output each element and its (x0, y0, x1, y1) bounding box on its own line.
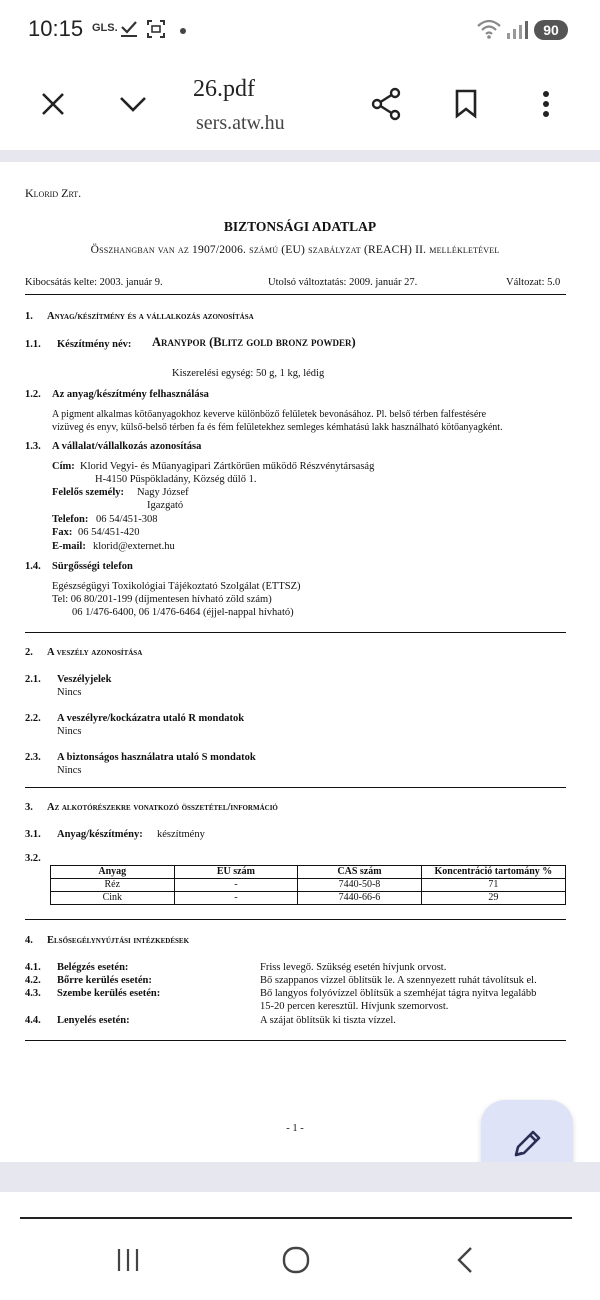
company-name: Klorid Zrt. (25, 186, 82, 200)
emergency-text: Tel: 06 80/201-199 (díjmentesen hívható zöld szám) (52, 594, 272, 605)
carrier-label: GLS. (92, 22, 118, 34)
item-number: 2.1. (25, 674, 41, 685)
item-value: készítmény (157, 829, 205, 840)
file-domain: sers.atw.hu (196, 112, 285, 134)
item-value: Nincs (57, 726, 82, 737)
table-cell: 7440-66-6 (298, 892, 422, 905)
status-time: 10:15 (28, 16, 84, 41)
recent-apps-icon[interactable] (106, 1238, 150, 1282)
pencil-icon (510, 1127, 544, 1166)
page-separator (0, 1162, 600, 1192)
responsible-role: Igazgató (147, 500, 184, 511)
address-line: H-4150 Püspökladány, Község dűlő 1. (95, 474, 257, 485)
table-row (51, 879, 566, 892)
back-icon[interactable] (443, 1238, 487, 1282)
bookmark-icon[interactable] (444, 82, 488, 126)
chevron-down-icon[interactable] (111, 82, 155, 126)
section-title: Az alkotórészekre vonatkozó összetétel/információ (47, 802, 278, 813)
table-cell: Réz (51, 879, 175, 892)
table-header-row (51, 866, 566, 879)
usage-text: A pigment alkalmas kötőanyagokhoz keverve különböző felületek bevonásához. Pl. belső térben falfestésére (52, 409, 487, 420)
page-number: - 1 - (286, 1123, 304, 1134)
wifi-icon (476, 18, 502, 45)
item-number: 1.4. (25, 561, 41, 572)
item-number: 4.4. (25, 1015, 41, 1026)
table-header-cell: CAS szám (298, 866, 422, 879)
home-icon[interactable] (274, 1238, 318, 1282)
product-name: Aranypor (Blitz gold bronz powder) (152, 335, 356, 349)
item-title: A vállalat/vállalkozás azonosítása (52, 441, 202, 452)
divider (25, 1040, 566, 1041)
page-separator (0, 150, 600, 162)
section-title: Elsősegélynyújtási intézkedések (47, 935, 190, 946)
document-title: BIZTONSÁGI ADATLAP (223, 219, 377, 234)
item-text: 15-20 percen keresztül. Hívjunk szemorvost. (260, 1001, 449, 1012)
item-label: Lenyelés esetén: (57, 1015, 130, 1026)
responsible-label: Felelős személy: (52, 487, 125, 498)
table-cell: 71 (421, 879, 565, 892)
emergency-text: 06 1/476-6400, 06 1/476-6464 (éjjel-nappal hívható) (72, 607, 294, 618)
item-number: 3.1. (25, 829, 41, 840)
item-number: 1.3. (25, 441, 41, 452)
item-label: Szembe kerülés esetén: (57, 988, 161, 999)
phone-value: 06 54/451-308 (96, 514, 158, 525)
item-text: Bő szappanos vízzel öblítsük le. A szennyezett ruhát távolítsuk el. (260, 975, 537, 986)
product-name-label: Készítmény név: (57, 339, 132, 350)
item-number: 4.3. (25, 988, 41, 999)
item-number: 4.1. (25, 962, 41, 973)
table-header-cell: Koncentráció tartomány % (421, 866, 565, 879)
next-page-preview (0, 1192, 600, 1220)
item-value: Nincs (57, 765, 82, 776)
section-title: A veszély azonosítása (47, 647, 143, 658)
issue-date: Kibocsátás kelte: 2003. január 9. (25, 277, 163, 288)
battery-indicator: 90 (534, 20, 568, 40)
signal-icon (506, 20, 528, 45)
item-label: Belégzés esetén: (57, 962, 129, 973)
table-header-cell: EU szám (174, 866, 298, 879)
responsible-name: Nagy József (137, 487, 189, 498)
section-number: 4. (25, 935, 33, 946)
item-label: Anyag/készítmény: (57, 829, 143, 840)
usage-text: vízüveg és enyv, külső-belső térben fa és fém felületekhez semleges kémhatású lakk használható kötőanyagként. (52, 422, 503, 433)
item-number: 4.2. (25, 975, 41, 986)
divider (25, 787, 566, 788)
email-value: klorid@externet.hu (93, 541, 175, 552)
packaging-unit: Kiszerelési egység: 50 g, 1 kg, lédig (172, 368, 325, 379)
phone-label: Telefon: (52, 514, 89, 525)
version: Változat: 5.0 (506, 277, 561, 288)
table-row (51, 892, 566, 905)
table-cell: 29 (421, 892, 565, 905)
item-number: 3.2. (25, 853, 41, 864)
divider (25, 632, 566, 633)
email-label: E-mail: (52, 541, 86, 552)
more-options-icon[interactable] (524, 82, 568, 126)
fax-value: 06 54/451-420 (78, 527, 140, 538)
table-cell: - (174, 892, 298, 905)
divider (20, 1217, 572, 1219)
table-cell: - (174, 879, 298, 892)
item-value: Nincs (57, 687, 82, 698)
screenshot-icon (146, 19, 166, 44)
section-number: 1. (25, 311, 33, 322)
section-number: 3. (25, 802, 33, 813)
address-label: Cím: (52, 461, 75, 472)
address-line: Klorid Vegyi- és Műanyagipari Zártkörűen működő Részvénytársaság (80, 461, 375, 472)
check-icon (120, 18, 138, 43)
item-number: 2.2. (25, 713, 41, 724)
share-icon[interactable] (364, 82, 408, 126)
file-name: 26.pdf (193, 76, 255, 102)
item-text: A szájat öblítsük ki tiszta vízzel. (260, 1015, 396, 1026)
document-subtitle: Összhangban van az 1907/2006. számú (EU) szabályzat (REACH) II. mellékletével (90, 244, 500, 256)
item-title: Sürgősségi telefon (52, 561, 133, 572)
section-number: 2. (25, 647, 33, 658)
item-text: Friss levegő. Szükség esetén hívjunk orvost. (260, 962, 447, 973)
notification-dot-icon (180, 28, 186, 34)
section-title: Anyag/készítmény és a vállalkozás azonosítása (47, 311, 254, 322)
item-number: 1.2. (25, 389, 41, 400)
table-cell: 7440-50-8 (298, 879, 422, 892)
item-number: 2.3. (25, 752, 41, 763)
close-icon[interactable] (31, 82, 75, 126)
table-header-cell: Anyag (51, 866, 175, 879)
item-title: A veszélyre/kockázatra utaló R mondatok (57, 713, 245, 724)
table-cell: Cink (51, 892, 175, 905)
last-change-date: Utolsó változtatás: 2009. január 27. (268, 277, 418, 288)
fax-label: Fax: (52, 527, 73, 538)
item-title: Az anyag/készítmény felhasználása (52, 389, 209, 400)
status-bar (0, 0, 600, 60)
composition-table (50, 865, 566, 905)
item-title: A biztonságos használatra utaló S mondatok (57, 752, 256, 763)
emergency-text: Egészségügyi Toxikológiai Tájékoztató Szolgálat (ETTSZ) (52, 581, 301, 592)
item-number: 1.1. (25, 339, 41, 350)
item-title: Veszélyjelek (57, 674, 112, 685)
pdf-toolbar (0, 60, 600, 150)
divider (25, 919, 566, 920)
divider (25, 294, 566, 295)
item-label: Bőrre kerülés esetén: (57, 975, 152, 986)
item-text: Bő langyos folyóvízzel öblítsük a szemhéjat tágra nyitva legalább (260, 988, 537, 999)
